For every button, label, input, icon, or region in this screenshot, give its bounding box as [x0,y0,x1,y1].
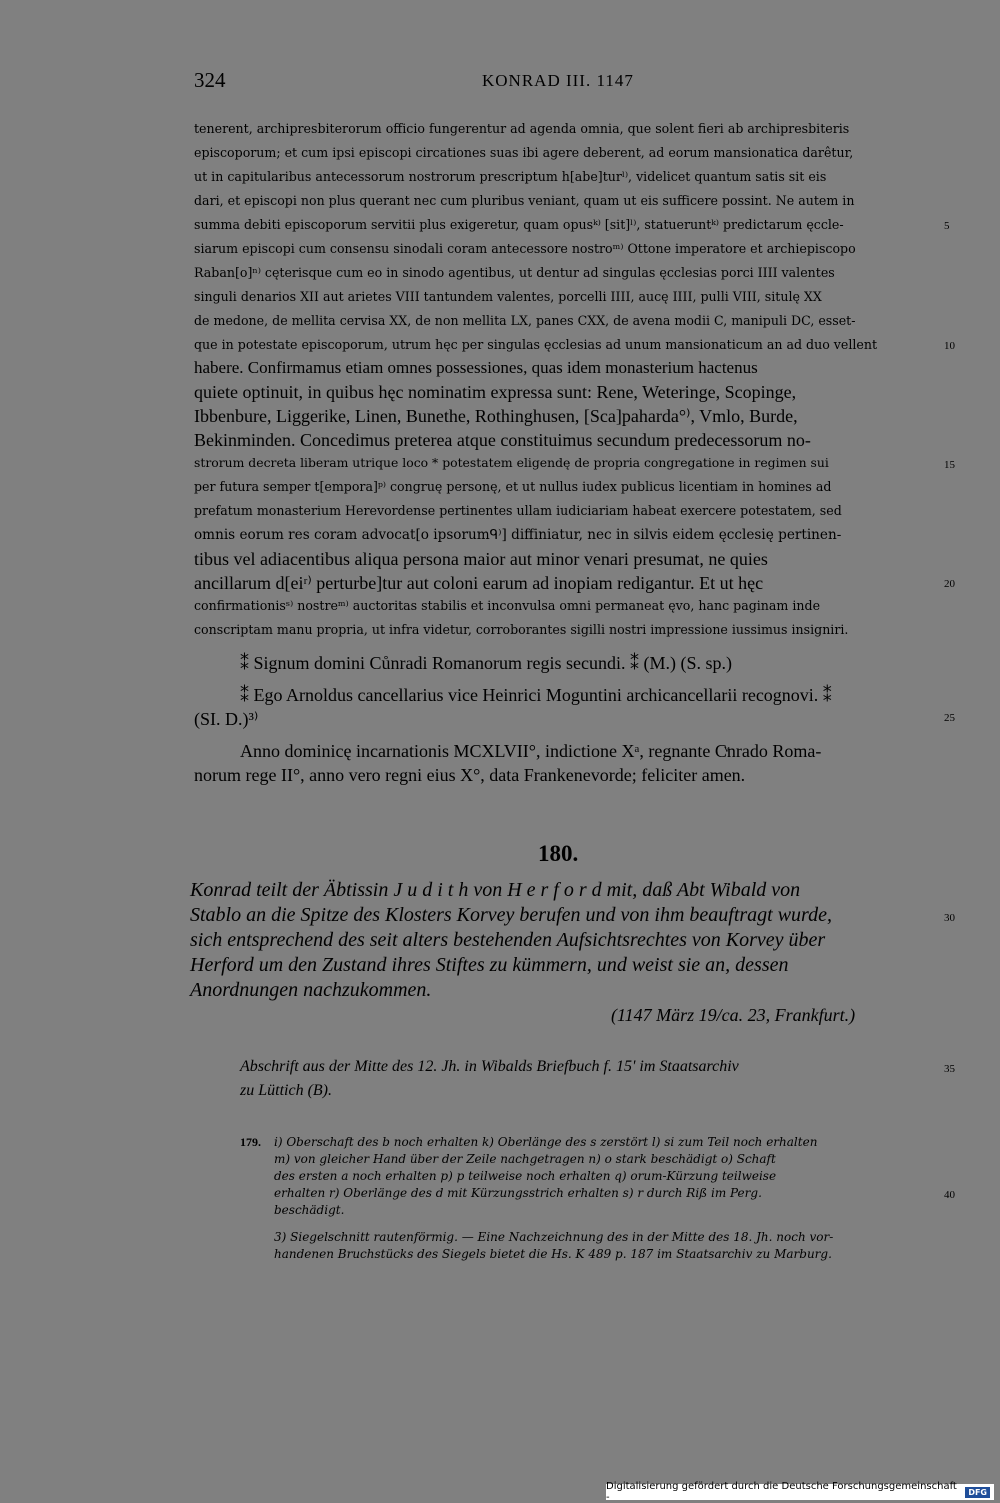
page-number: 324 [194,68,226,92]
dfg-logo-icon: DFG [965,1487,990,1498]
text-line: Bekinminden. Concedimus preterea atque constituimus secundum predecessorum no- [194,430,811,450]
document-number: 180. [538,841,579,866]
footnote-line: erhalten r) Oberlänge des d mit Kürzungsstrich erhalten s) r durch Riß im Perg. [274,1186,762,1200]
text-line: Ibbenbure, Liggerike, Linen, Bunethe, Rothinghusen, [Sca]paharda°⁾, Vmlo, Burde, [194,406,798,426]
summary-line: Stablo an die Spitze des Klosters Korvey berufen und von ihm beauftragt wurde, [190,904,832,926]
line-number: 15 [944,459,955,471]
text-line: que in potestate episcoporum, utrum hęc per singulas ęcclesias ad unum mansionaticum an ad duo vellent [194,337,878,352]
text-line: dari, et episcopi non plus querant nec cum pluribus veniant, quam ut eis sufficere possint. Ne autem in [194,193,855,208]
text-line: omnis eorum res coram advocat[o ipsorumᑫ⁾] diffiniatur, nec in silvis eidem ęcclesię pertinen- [194,527,842,543]
text-line: prefatum monasterium Herevordense pertinentes ullam iudiciariam habeat exercere potestatem, sed [194,503,842,518]
footnote-line: m) von gleicher Hand über der Zeile nachgetragen n) o stark beschädigt o) Schaft [274,1152,776,1166]
signum-line: ⁑ Signum domini Cůnradi Romanorum regis secundi. ⁑ (M.) (S. sp.) [240,653,732,673]
line-number: 5 [944,220,950,232]
text-line: Raban[o]ⁿ⁾ cęterisque cum eo in sinodo agentibus, ut dentur ad singulas ęcclesias porci IIII valentes [194,265,835,280]
footer-bar [606,1481,994,1503]
recognition-line: ⁑ Ego Arnoldus cancellarius vice Heinrici Moguntini archicancellarii recognovi. ⁑ [240,685,832,705]
footnote-line: beschädigt. [274,1203,345,1217]
source-line: Abschrift aus der Mitte des 12. Jh. in Wibalds Briefbuch f. 15' im Staatsarchiv [240,1058,739,1075]
running-title: KONRAD III. 1147 [482,71,634,90]
text-line: siarum episcopi cum consensu sinodali coram antecessore nostroᵐ⁾ Ottone imperatore et archiepiscopo [194,241,856,256]
summary-line: Anordnungen nachzukommen. [190,979,432,1001]
footnote-line: 3) Siegelschnitt rautenförmig. — Eine Nachzeichnung des in der Mitte des 18. Jh. noch vor- [274,1230,834,1244]
date-place: (1147 März 19/ca. 23, Frankfurt.) [611,1005,856,1025]
text-line: quiete optinuit, in quibus hęc nominatim expressa sunt: Rene, Weteringe, Scopinge, [194,382,797,402]
text-line: per futura semper t[empora]ᵖ⁾ congruę personę, et ut nullus iudex publicus licentiam in homines ad [194,479,832,494]
line-number: 10 [944,340,955,352]
text-line: episcoporum; et cum ipsi episcopi circationes suas ibi agere deberent, ad eorum mansionatica darêtur, [194,145,854,160]
text-line: tibus vel adiacentibus aliqua persona maior aut minor venari presumat, ne quies [194,549,768,569]
summary-line: sich entsprechend des seit alters bestehenden Aufsichtsrechtes von Korvey über [190,929,826,951]
source-line: zu Lüttich (B). [240,1082,332,1099]
text-line: de medone, de mellita cervisa XX, de non mellita LX, panes CXX, de avena modii C, manipuli DC, esset- [194,313,856,328]
footnote-label: 179. [240,1135,261,1149]
dating-line: Anno dominicę incarnationis MCXLVII°, indictione Xᵃ, regnante Cͮnrado Roma- [240,741,822,761]
footer-credit: Digitalisierung gefördert durch die Deutsche Forschungsgemeinschaft - [606,1481,957,1503]
footnote-line: handenen Bruchstücks des Siegels bietet die Hs. K 489 p. 187 im Staatsarchiv zu Marburg. [274,1247,832,1261]
footnote-line: i) Oberschaft des b noch erhalten k) Oberlänge des s zerstört l) si zum Teil noch erhalten [274,1135,818,1149]
text-line: tenerent, archipresbiterorum officio fungerentur ad agenda omnia, que solent fieri ab archipresbiteris [194,121,850,136]
dating-line: norum rege II°, anno vero regni eius X°, data Frankenevorde; feliciter amen. [194,765,746,785]
line-number: 20 [944,578,955,590]
footnote-line: des ersten a noch erhalten p) p teilweise noch erhalten q) orum-Kürzung teilweise [274,1169,777,1183]
text-line: ut in capitularibus antecessorum nostrorum prescriptum h[abe]turˡ⁾, videlicet quantum satis sit eis [194,169,827,184]
text-line: conscriptam manu propria, ut infra videtur, corroborantes sigilli nostri impressione iussimus insigniri. [194,622,849,637]
line-number: 40 [944,1189,955,1201]
text-line: habere. Confirmamus etiam omnes possessiones, quas idem monasterium hactenus [194,358,758,377]
text-line: singuli denarios XII aut arietes VIII tantundem valentes, porcelli IIII, aucę IIII, pulli VIII, situlę XX [194,289,822,304]
text-line: confirmationisˢ⁾ nostreᵐ⁾ auctoritas stabilis et inconvulsa omni permaneat ęvo, hanc paginam inde [194,598,821,613]
summary-line: Herford um den Zustand ihres Stiftes zu kümmern, und weist sie an, dessen [190,954,789,976]
text-line: strorum decreta liberam utrique loco * potestatem eligendę de propria congregatione in regimen sui [194,455,829,470]
seal-note: (SI. D.)³⁾ [194,709,259,729]
line-number: 35 [944,1063,955,1075]
line-number: 25 [944,712,955,724]
line-number: 30 [944,912,955,924]
text-line: summa debiti episcoporum servitii plus exigeretur, quam opusᵏ⁾ [sit]ˡ⁾, statueruntᵏ⁾ predictarum ęccle- [194,217,844,232]
text-line: ancillarum d[eiʳ⁾ perturbe]tur aut coloni earum ad inopiam redigantur. Et ut hęc [194,573,764,593]
summary-line: Konrad teilt der Äbtissin J u d i t h von H e r f o r d mit, daß Abt Wibald von [190,879,801,901]
